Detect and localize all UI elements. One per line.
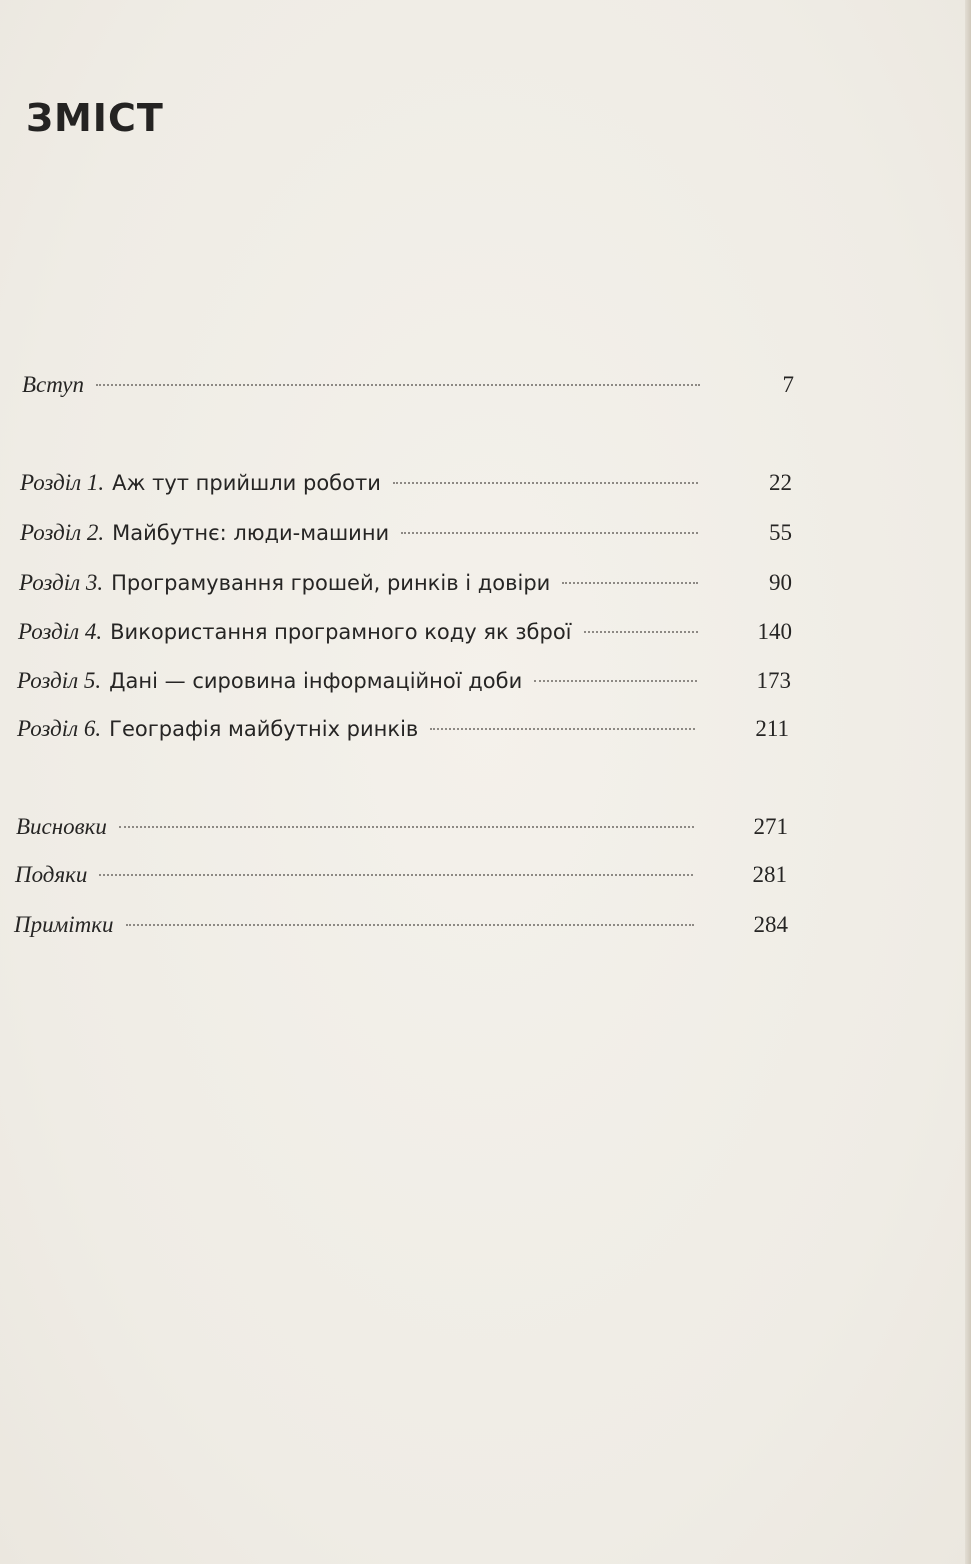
chapter-title: Майбутнє: люди-машини [112, 521, 390, 545]
toc-entry-acknowledgements [15, 860, 787, 890]
chapter-title: Географія майбутніх ринків [109, 717, 419, 741]
toc-entry-conclusions [16, 812, 788, 842]
dot-leader [534, 680, 697, 682]
page-title: ЗМІСТ [26, 96, 164, 140]
toc-page-number: 22 [769, 470, 792, 495]
toc-page-number: 271 [753, 814, 788, 839]
dot-leader [393, 482, 698, 484]
page-edge-shadow [965, 0, 971, 1564]
toc-entry-chapter-5 [17, 666, 791, 696]
toc-entry-label: Вступ [22, 372, 85, 397]
toc-entry-intro [22, 370, 794, 400]
dot-leader [584, 631, 698, 633]
dot-leader [99, 874, 693, 876]
toc-entry-chapter-4 [18, 617, 792, 647]
toc-entry-chapter-1 [20, 468, 792, 498]
toc-page-number: 55 [769, 520, 792, 545]
toc-entry-label: Подяки [15, 862, 88, 887]
chapter-prefix: Розділ 1. [20, 470, 105, 495]
chapter-prefix: Розділ 6. [17, 716, 102, 741]
toc-page-number: 211 [755, 716, 789, 741]
toc-entry-label: Висновки [16, 814, 107, 839]
chapter-prefix: Розділ 4. [18, 619, 103, 644]
toc-entry-chapter-2 [20, 518, 792, 548]
dot-leader [119, 826, 694, 828]
toc-page-number: 173 [756, 668, 791, 693]
toc-page-number: 140 [757, 619, 792, 644]
toc-entry-notes [14, 910, 788, 940]
toc-page-number: 284 [753, 912, 788, 937]
dot-leader [126, 924, 694, 926]
toc-page-number: 7 [782, 372, 794, 397]
toc-entry-chapter-6 [17, 714, 789, 744]
chapter-title: Дані — сировина інформаційної доби [109, 669, 523, 693]
chapter-prefix: Розділ 2. [20, 520, 105, 545]
dot-leader [430, 728, 695, 730]
chapter-title: Аж тут прийшли роботи [112, 471, 381, 495]
chapter-title: Використання програмного коду як зброї [110, 620, 572, 644]
toc-page-number: 90 [769, 570, 792, 595]
toc-entry-label: Примітки [14, 912, 114, 937]
chapter-prefix: Розділ 3. [19, 570, 104, 595]
dot-leader [401, 532, 698, 534]
toc-page-number: 281 [752, 862, 787, 887]
chapter-title: Програмування грошей, ринків і довіри [111, 571, 551, 595]
chapter-prefix: Розділ 5. [17, 668, 102, 693]
dot-leader [96, 384, 700, 386]
toc-entry-chapter-3 [19, 568, 792, 598]
dot-leader [562, 582, 698, 584]
